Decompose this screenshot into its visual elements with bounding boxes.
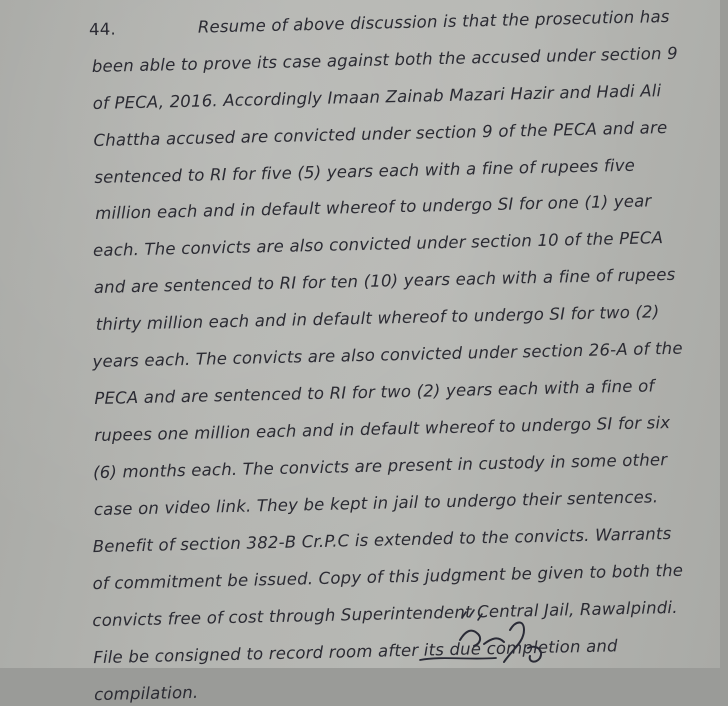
text-line-17: convicts free of cost through Superintendent Central Jail, Rawalpindi. <box>92 597 678 631</box>
text-line-14: case on video link. They be kept in jail to undergo their sentences. <box>93 487 659 520</box>
text-line-1 <box>89 7 670 39</box>
text-line-2: been able to prove its case against both the accused under section 9 <box>91 43 679 77</box>
paragraph-number: 44. <box>88 19 117 40</box>
text-line-8: and are sentenced to RI for ten (10) years each with a fine of rupees <box>93 264 676 298</box>
text-line-9: thirty million each and in default whereof to undergo SI for two (2) <box>95 302 660 334</box>
text-line-4: Chattha accused are convicted under section 9 of the PECA and are <box>93 117 668 150</box>
text-line-7: each. The convicts are also convicted under section 10 of the PECA <box>92 228 664 261</box>
text-line-10: years each. The convicts are also convicted under section 26-A of the <box>92 338 683 372</box>
text-line-5: sentenced to RI for five (5) years each with a fine of rupees five <box>94 155 636 187</box>
text-line-15: Benefit of section 382-B Cr.P.C is extended to the convicts. Warrants <box>92 523 672 557</box>
text-line-11: PECA and are sentenced to RI for two (2) years each with a fine of <box>94 376 655 409</box>
text-line-18: File be consigned to record room after its due completion and <box>93 636 618 668</box>
handwritten-signature <box>400 600 570 668</box>
text-line-1-content: Resume of above discussion is that the prosecution has <box>197 6 670 37</box>
text-line-12: rupees one million each and in default whereof to undergo SI for six <box>94 412 671 446</box>
text-line-6: million each and in default whereof to undergo SI for one (1) year <box>94 191 652 223</box>
text-line-3: of PECA, 2016. Accordingly Imaan Zainab Mazari Hazir and Hadi Ali <box>92 81 662 114</box>
text-line-16: of commitment be issued. Copy of this judgment be given to both the <box>92 560 684 594</box>
text-line-13: (6) months each. The convicts are present in custody in some other <box>92 450 668 483</box>
text-line-19: compilation. <box>93 682 199 705</box>
